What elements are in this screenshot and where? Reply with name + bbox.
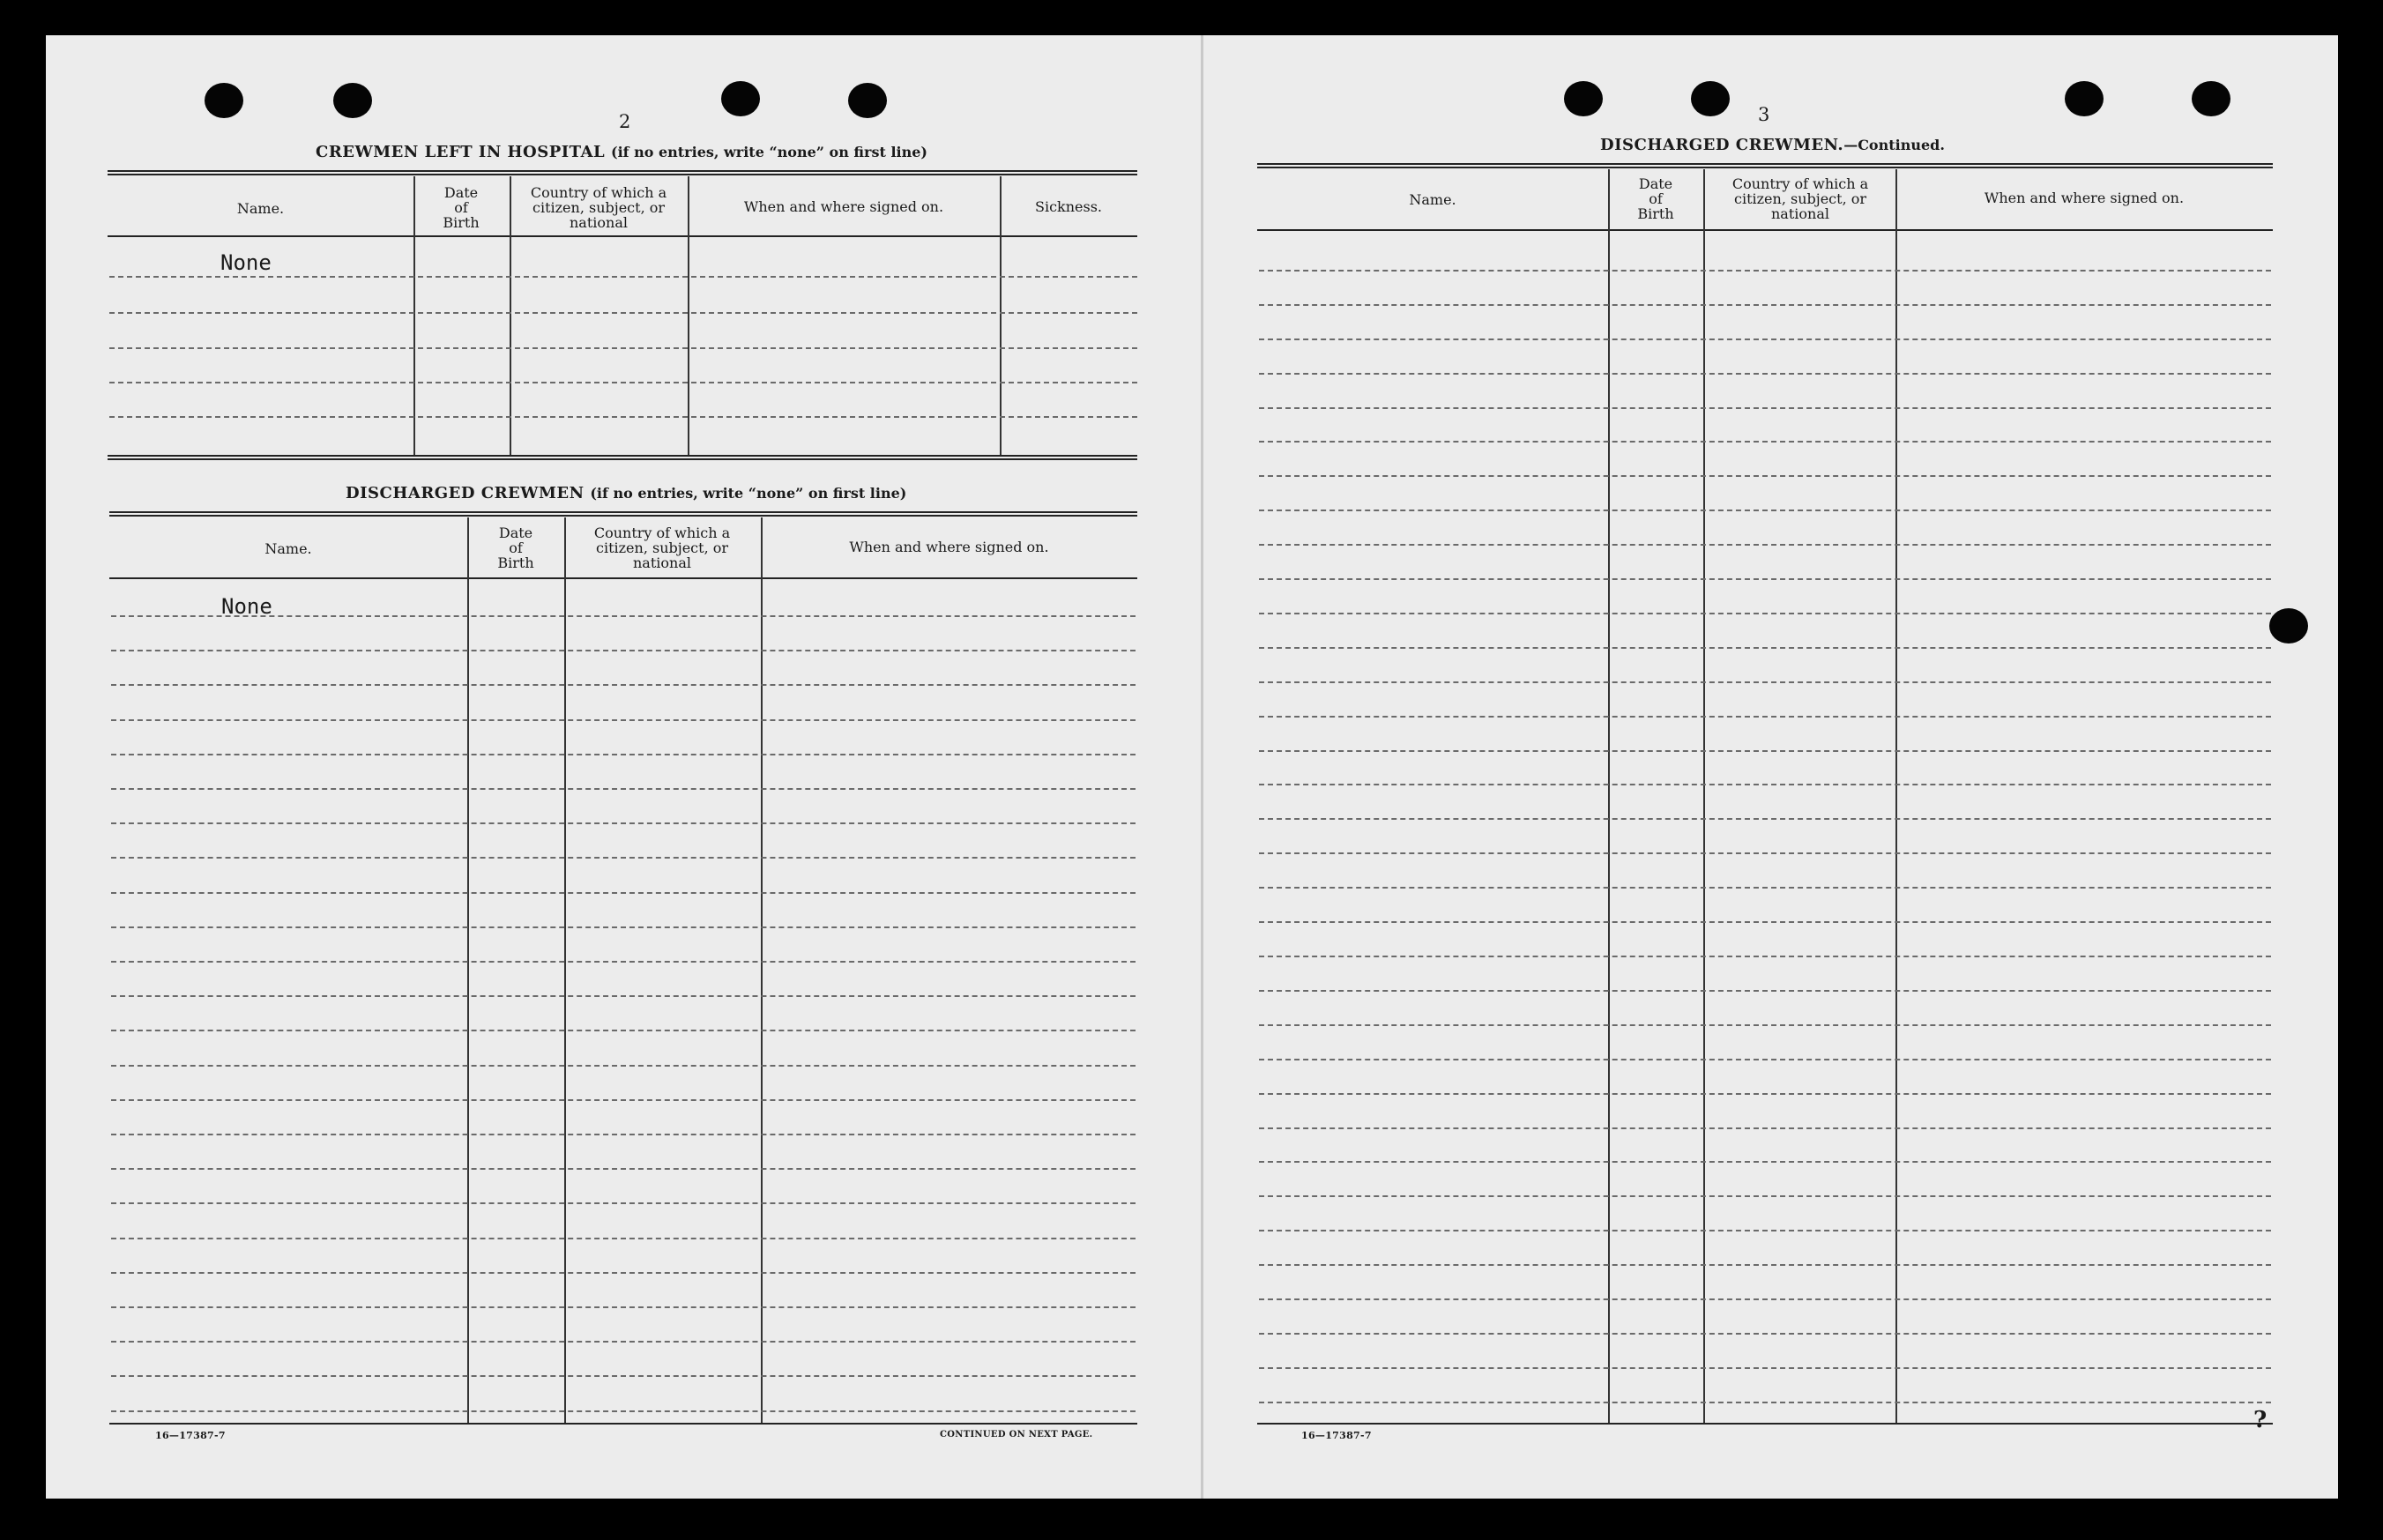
punch-hole: [848, 83, 887, 118]
entry-line: [111, 1375, 1136, 1377]
entry-line: [111, 1306, 1136, 1308]
column-header-date-of-birth: Date of Birth: [1637, 175, 1674, 222]
entry-line: [1259, 578, 2271, 580]
entry-line: [111, 650, 1136, 651]
punch-hole: [721, 81, 760, 116]
column-divider: [1608, 169, 1610, 1423]
continued-title-text: DISCHARGED CREWMEN.: [1600, 136, 1844, 154]
entry-line: [1259, 441, 2271, 443]
entry-line: [1259, 716, 2271, 718]
continued-note: CONTINUED ON NEXT PAGE.: [940, 1430, 1093, 1440]
entry-line: [111, 961, 1136, 963]
column-header-signed-on: When and where signed on.: [1984, 190, 2185, 206]
column-header-country: Country of which a citizen, subject, or national: [530, 184, 667, 231]
entry-line: [111, 1065, 1136, 1067]
punch-hole: [205, 83, 243, 118]
entry-line: [1259, 1195, 2271, 1197]
punch-hole: [2269, 608, 2308, 644]
entry-line: [111, 1410, 1136, 1412]
column-divider: [413, 176, 415, 455]
entry-line: [111, 857, 1136, 859]
entry-line: [1259, 1024, 2271, 1026]
entry-line: [109, 347, 1137, 349]
continued-title-suffix: —Continued.: [1843, 137, 1945, 153]
entry-line: [1259, 475, 2271, 477]
entry-line: [1259, 373, 2271, 375]
entry-line: [111, 788, 1136, 790]
entry-line: [111, 719, 1136, 721]
page-gutter: [1201, 35, 1203, 1499]
entry-line: [1259, 1333, 2271, 1335]
entry-line: [1259, 1402, 2271, 1403]
column-divider: [1000, 176, 1002, 455]
entry-line: [1259, 1059, 2271, 1060]
hospital-entry-name: None: [220, 250, 272, 275]
column-header-country: Country of which a citizen, subject, or national: [1731, 175, 1869, 222]
column-divider: [688, 176, 689, 455]
table-top-rule: [109, 511, 1137, 517]
entry-line: [1259, 852, 2271, 854]
entry-line: [111, 1030, 1136, 1031]
entry-line: [111, 1134, 1136, 1135]
entry-line: [1259, 1264, 2271, 1266]
entry-line: [1259, 1161, 2271, 1163]
form-number: 16—17387-7: [155, 1430, 226, 1441]
entry-line: [1259, 270, 2271, 272]
punch-hole: [2192, 81, 2230, 116]
page-number: 2: [619, 111, 631, 132]
entry-line: [111, 926, 1136, 928]
entry-line: [1259, 647, 2271, 649]
hospital-title-text: CREWMEN LEFT IN HOSPITAL: [316, 143, 606, 161]
table-bottom-rule: [1257, 1423, 2273, 1425]
table-bottom-rule: [109, 1423, 1137, 1425]
entry-line: [111, 684, 1136, 686]
column-header-name: Name.: [1409, 191, 1456, 208]
discharged-title-text: DISCHARGED CREWMEN: [346, 484, 585, 502]
entry-line: [1259, 990, 2271, 992]
table-header-rule: [1257, 229, 2273, 231]
entry-line: [1259, 407, 2271, 409]
entry-line: [1259, 921, 2271, 923]
entry-line: [109, 382, 1137, 383]
entry-line: [111, 995, 1136, 997]
column-header-sickness: Sickness.: [1034, 198, 1102, 215]
entry-line: [1259, 304, 2271, 306]
entry-line: [111, 892, 1136, 894]
column-header-date-of-birth: Date of Birth: [497, 524, 534, 571]
entry-line: [109, 312, 1137, 314]
entry-line: [1259, 544, 2271, 546]
entry-line: [111, 754, 1136, 755]
column-header-name: Name.: [236, 200, 285, 217]
table-bottom-rule: [108, 455, 1137, 460]
table-header-rule: [108, 235, 1137, 237]
entry-line: [109, 276, 1137, 278]
entry-line: [1259, 613, 2271, 614]
document-paper: [46, 35, 2338, 1499]
entry-line: [109, 416, 1137, 418]
entry-line: [1259, 784, 2271, 785]
entry-line: [1259, 1298, 2271, 1300]
column-divider: [1895, 169, 1897, 1423]
column-header-date-of-birth: Date of Birth: [443, 184, 480, 231]
punch-hole: [333, 83, 372, 118]
entry-line: [111, 1168, 1136, 1170]
column-divider: [510, 176, 511, 455]
punch-hole: [1691, 81, 1730, 116]
entry-line: [111, 822, 1136, 824]
section-title-discharged: [346, 484, 906, 502]
entry-line: [1259, 818, 2271, 820]
page-number: 3: [1758, 104, 1770, 125]
entry-line: [1259, 750, 2271, 752]
entry-line: [111, 1272, 1136, 1274]
column-divider: [761, 517, 763, 1423]
entry-line: [1259, 1230, 2271, 1231]
column-divider: [564, 517, 566, 1423]
entry-line: [111, 1202, 1136, 1204]
entry-line: [1259, 510, 2271, 511]
entry-line: [1259, 681, 2271, 683]
column-header-signed-on: When and where signed on.: [849, 539, 1049, 555]
discharged-entry-name: None: [221, 594, 272, 619]
entry-line: [1259, 887, 2271, 889]
section-title-discharged-continued: [1600, 136, 1945, 154]
hospital-title-note: (if no entries, write “none” on first line): [611, 144, 927, 160]
entry-line: [1259, 1093, 2271, 1095]
entry-line: [111, 1099, 1136, 1101]
table-top-rule: [1257, 163, 2273, 168]
discharged-title-note: (if no entries, write “none” on first line): [590, 485, 907, 502]
punch-hole: [1564, 81, 1603, 116]
handwritten-mark: ?: [2253, 1407, 2268, 1433]
entry-line: [1259, 1367, 2271, 1369]
form-number: 16—17387-7: [1301, 1430, 1372, 1441]
column-header-country: Country of which a citizen, subject, or national: [593, 524, 731, 571]
entry-line: [1259, 339, 2271, 340]
entry-line: [111, 1238, 1136, 1239]
entry-line: [111, 615, 1136, 617]
entry-line: [1259, 956, 2271, 957]
entry-line: [111, 1341, 1136, 1343]
punch-hole: [2065, 81, 2104, 116]
column-divider: [467, 517, 469, 1423]
column-header-signed-on: When and where signed on.: [743, 198, 944, 215]
section-title-hospital: [316, 143, 927, 161]
table-header-rule: [109, 577, 1137, 579]
column-divider: [1703, 169, 1705, 1423]
column-header-name: Name.: [264, 540, 312, 557]
table-top-rule: [108, 170, 1137, 175]
entry-line: [1259, 1127, 2271, 1129]
